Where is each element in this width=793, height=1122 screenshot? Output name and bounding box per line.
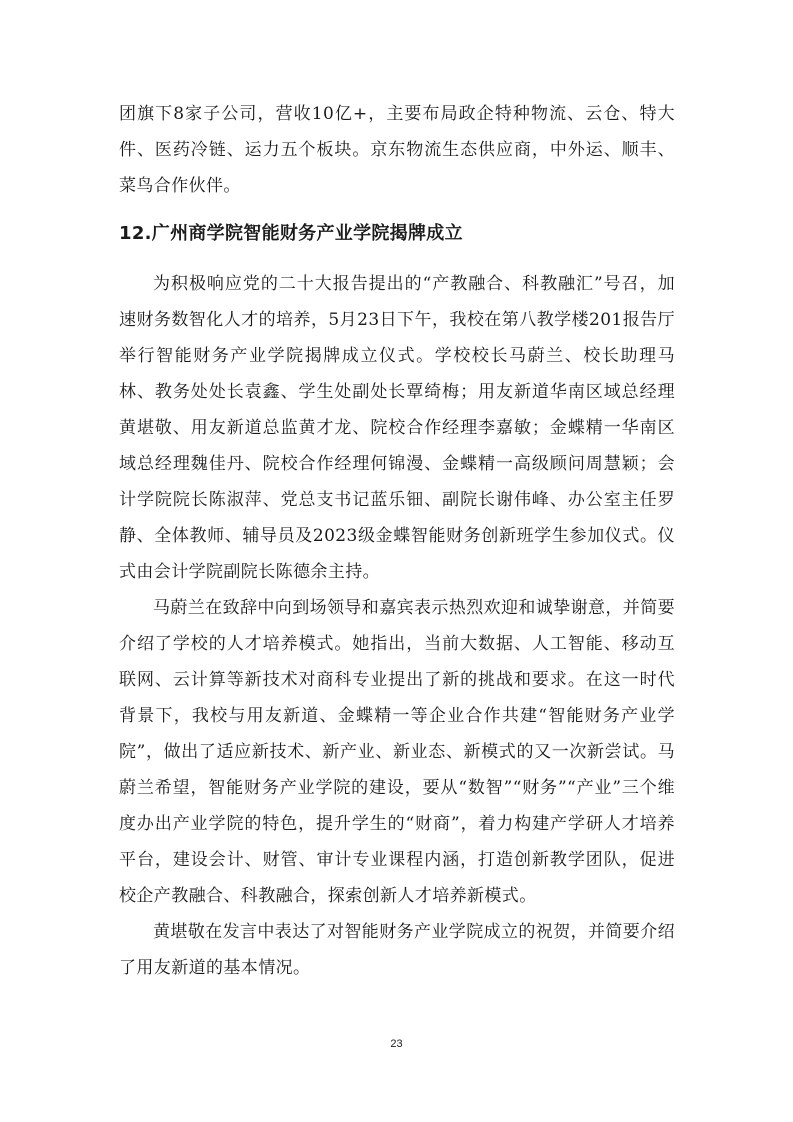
page-number: 23: [390, 1038, 403, 1050]
intro-paragraph: 团旗下8家子公司，营收10亿+，主要布局政企特种物流、云仓、特大件、医药冷链、运力五个板块。京东物流生态供应商，中外运、顺丰、菜鸟合作伙伴。: [119, 104, 675, 196]
section-heading: 12.广州商学院智能财务产业学院揭牌成立: [119, 223, 463, 244]
paragraph-ceremony: 为积极响应党的二十大报告提出的“产教融合、科教融汇”号召，加速财务数智化人才的培养，5月23日下午，我校在第八教学楼201报告厅举行智能财务产业学院揭牌成立仪式。学校校长马蔚兰、校长助理马林、教务处处长袁鑫、学生处副处长覃绮梅；用友新道华南区域总经理黄堪敬、用友新道总监黄才龙、院校合作经理李嘉敏；金蝶精一华南区域总经理魏佳丹、院校合作经理何锦漫、金蝶精一高级顾问周慧颖；会计学院院长陈淑萍、党总支书记蓝乐钿、副院长谢伟峰、办公室主任罗静、全体教师、辅导员及2023级金蝶智能财务创新班学生参加仪式。仪式由会计学院副院长陈德余主持。: [119, 274, 675, 582]
document-body: [119, 96, 675, 986]
paragraph-speech-huang: 黄堪敬在发言中表达了对智能财务产业学院成立的祝贺，并简要介绍了用友新道的基本情况。: [119, 922, 675, 978]
paragraph-speech-ma: 马蔚兰在致辞中向到场领导和嘉宾表示热烈欢迎和诚挚谢意，并简要介绍了学校的人才培养模式。她指出，当前大数据、人工智能、移动互联网、云计算等新技术对商科专业提出了新的挑战和要求。在这一时代背景下，我校与用友新道、金蝶精一等企业合作共建“智能财务产业学院”，做出了适应新技术、新产业、新业态、新模式的又一次新尝试。马蔚兰希望，智能财务产业学院的建设，要从“数智”“财务”“产业”三个维度办出产业学院的特色，提升学生的“财商”，着力构建产学研人才培养平台，建设会计、财管、审计专业课程内涵，打造创新教学团队，促进校企产教融合、科教融合，探索创新人才培养新模式。: [119, 598, 675, 906]
